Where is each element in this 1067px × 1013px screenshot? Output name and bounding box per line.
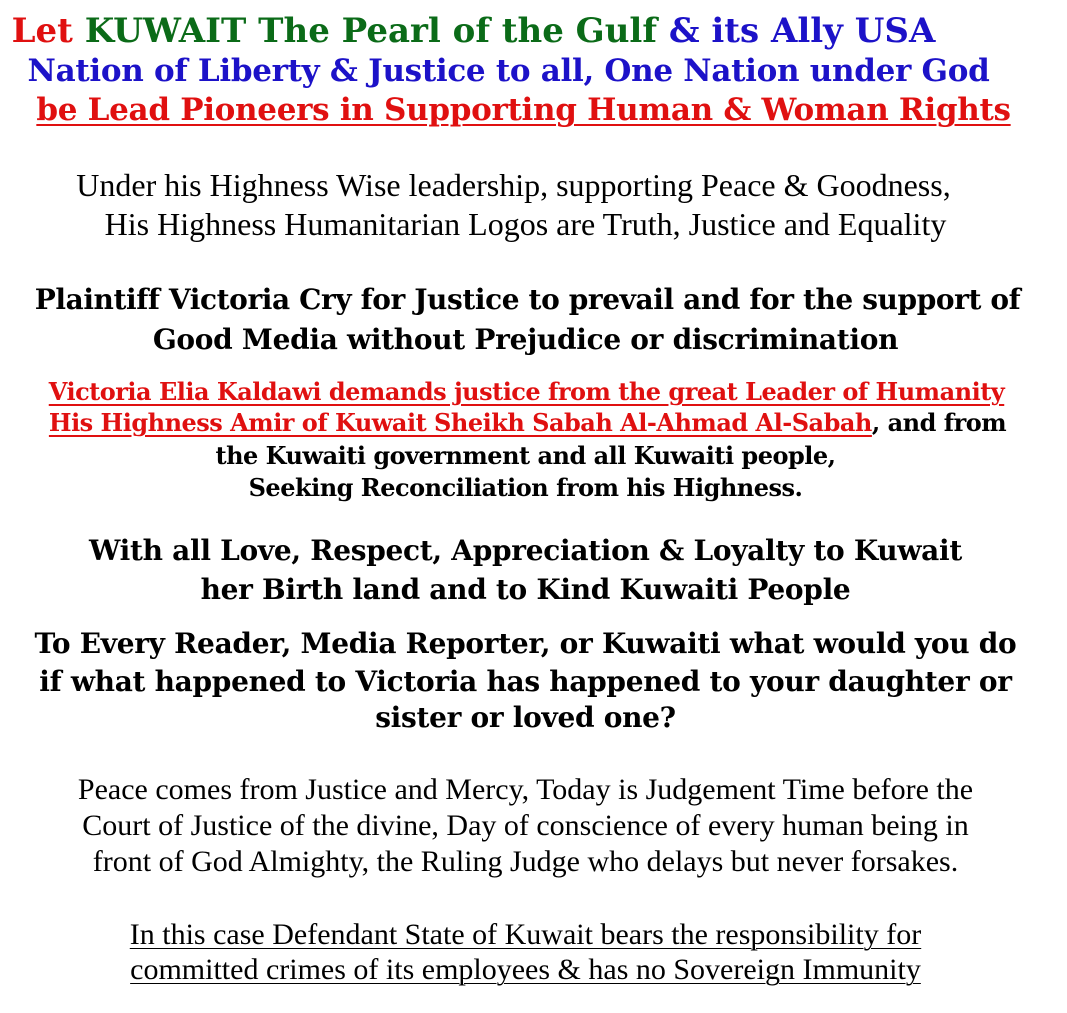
reader-line-3: sister or loved one?	[375, 701, 676, 734]
case-line-1: In this case Defendant State of Kuwait bears the responsibility for	[129, 918, 922, 951]
leadership-line-2: His Highness Humanitarian Logos are Truth, Justice and Equality	[104, 206, 947, 242]
leadership-line-1: Under his Highness Wise leadership, supporting Peace & Goodness,	[76, 167, 951, 203]
reader-line-1: To Every Reader, Media Reporter, or Kuwaiti what would you do	[34, 627, 1017, 660]
demand-line-2	[0, 408, 1061, 437]
demand-line-1: Victoria Elia Kaldawi demands justice from the great Leader of Humanity	[48, 377, 1005, 406]
peace-line-2: Court of Justice of the divine, Day of conscience of every human being in	[82, 809, 969, 842]
header-pearl: The Pearl of the Gulf	[258, 11, 657, 51]
reader-line-2: if what happened to Victoria has happened to your daughter or	[39, 665, 1012, 698]
plaintiff-line-1: Plaintiff Victoria Cry for Justice to prevail and for the support of	[34, 283, 1021, 316]
demand-line-4: Seeking Reconciliation from his Highness.	[248, 473, 803, 502]
header-line-3: be Lead Pioneers in Supporting Human & Woman Rights	[36, 92, 1011, 128]
peace-line-1: Peace comes from Justice and Mercy, Today is Judgement Time before the	[77, 773, 974, 806]
header-line-2: Nation of Liberty & Justice to all, One Nation under God	[27, 53, 990, 89]
demand-highness-name: His Highness Amir of Kuwait Sheikh Sabah Al-Ahmad Al-Sabah	[48, 408, 872, 437]
case-line-2: committed crimes of its employees & has no Sovereign Immunity	[130, 953, 921, 986]
plaintiff-line-2: Good Media without Prejudice or discrimination	[152, 323, 899, 356]
demand-line-3: the Kuwaiti government and all Kuwaiti people,	[215, 441, 836, 470]
header-let: Let	[11, 11, 73, 51]
demand-line-2-rest: , and from	[871, 408, 1007, 437]
love-line-2: her Birth land and to Kind Kuwaiti People	[200, 573, 851, 606]
header-ally: & its Ally USA	[668, 11, 936, 51]
header-kuwait: KUWAIT	[84, 11, 247, 51]
love-line-1: With all Love, Respect, Appreciation & Loyalty to Kuwait	[89, 534, 962, 567]
peace-line-3: front of God Almighty, the Ruling Judge who delays but never forsakes.	[92, 845, 959, 878]
header-line-1	[0, 11, 1007, 51]
